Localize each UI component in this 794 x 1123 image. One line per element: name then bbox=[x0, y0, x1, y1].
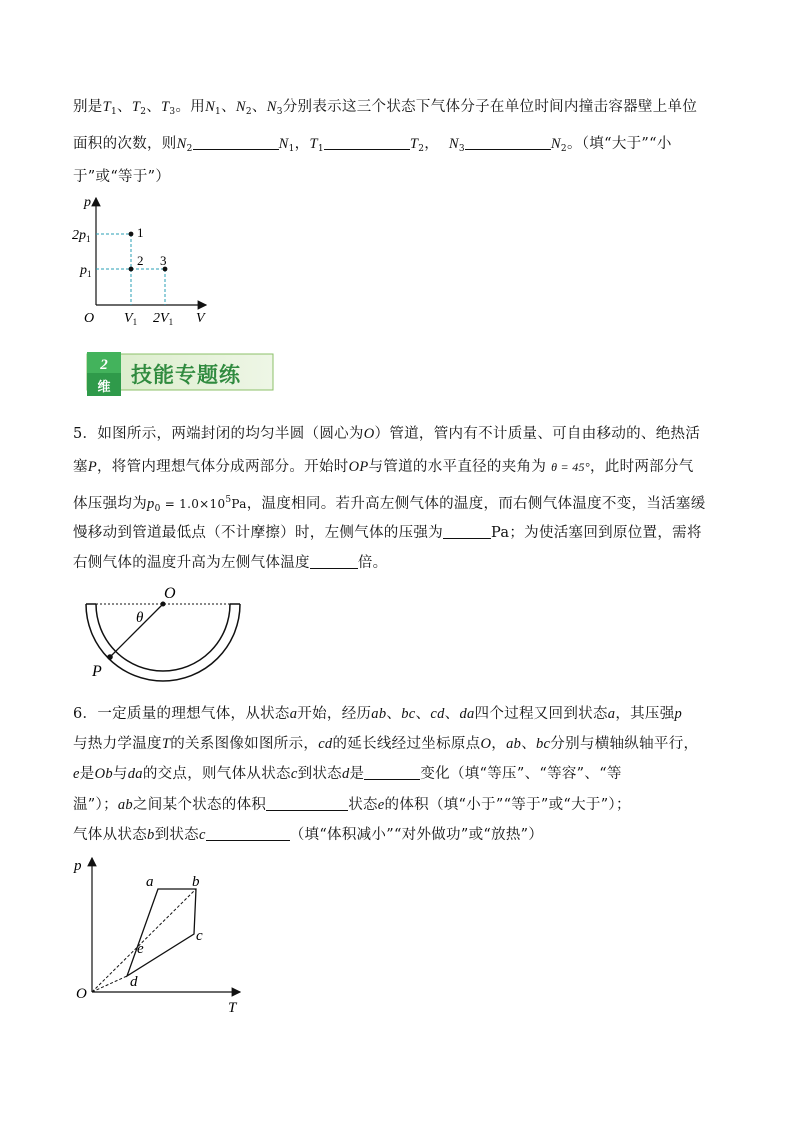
text: 的延长线经过坐标原点 bbox=[332, 736, 481, 752]
q6-line-5 bbox=[73, 824, 733, 846]
symbol: bc bbox=[401, 706, 416, 722]
symbol: p bbox=[147, 495, 155, 512]
theta-equation: θ = 45° bbox=[551, 460, 590, 474]
symbol: T bbox=[131, 99, 141, 115]
answer-blank-2[interactable] bbox=[324, 135, 410, 150]
text: （填“大于”“小 bbox=[581, 136, 672, 152]
symbol: O bbox=[363, 426, 375, 442]
origin-label: O bbox=[84, 311, 95, 326]
symbol: T bbox=[102, 99, 111, 115]
q4-line-3 bbox=[73, 166, 733, 188]
label-c: c bbox=[196, 928, 203, 944]
q6-line-2 bbox=[73, 733, 733, 755]
y-tick-2p1: $2p_1$ bbox=[72, 228, 91, 244]
point-label-2: 2 bbox=[137, 253, 144, 268]
text: 分别与横轴纵轴平行， bbox=[550, 736, 699, 752]
pressure-value: = 1.0×10 bbox=[160, 496, 226, 511]
subscript: 2 bbox=[560, 144, 567, 154]
symbol: p bbox=[674, 706, 683, 722]
label-P: P bbox=[92, 663, 102, 680]
point-label-1: 1 bbox=[137, 225, 144, 240]
text: 面积的次数，则 bbox=[73, 136, 177, 152]
symbol: O bbox=[480, 736, 492, 752]
text: 的体积（填“小于”“等于”或“大于”）； bbox=[384, 797, 631, 813]
q6-pt-graph bbox=[68, 852, 258, 1020]
answer-blank-4[interactable] bbox=[443, 524, 491, 539]
text: 分别表示这三个状态下气体分子在单位时间内撞击容器壁上单位 bbox=[282, 99, 698, 115]
subscript: 0 bbox=[154, 503, 161, 514]
origin-label: O bbox=[76, 986, 87, 1002]
text: ， bbox=[491, 736, 507, 752]
symbol: d bbox=[341, 766, 350, 782]
symbol: T bbox=[161, 736, 171, 752]
subscript: 1 bbox=[288, 144, 295, 154]
symbol: N bbox=[205, 99, 216, 115]
section-banner bbox=[85, 350, 280, 398]
q5-line-2 bbox=[73, 456, 733, 478]
subscript: 3 bbox=[458, 144, 465, 154]
symbol: e bbox=[73, 766, 80, 782]
text: 别是 bbox=[73, 99, 103, 115]
subscript: 2 bbox=[418, 144, 425, 154]
banner-title: 技能专题练 bbox=[131, 363, 241, 387]
subscript: 2 bbox=[245, 107, 252, 117]
label-theta: θ bbox=[136, 610, 144, 626]
text: 、 bbox=[521, 736, 536, 752]
symbol: ab bbox=[117, 797, 133, 813]
text: ， bbox=[424, 136, 440, 152]
center-O bbox=[161, 602, 166, 607]
answer-blank-7[interactable] bbox=[266, 796, 348, 811]
text: 温”）； bbox=[73, 797, 118, 813]
line-Od-extension bbox=[92, 976, 127, 992]
text: 到状态 bbox=[297, 766, 342, 782]
symbol: T bbox=[409, 136, 419, 152]
answer-blank-5[interactable] bbox=[310, 554, 358, 569]
text: 与热力学温度 bbox=[73, 736, 162, 752]
point-label-3: 3 bbox=[160, 253, 167, 268]
text: ，将管内理想气体分成两部分。开始时 bbox=[96, 459, 349, 475]
text: 状态 bbox=[348, 797, 378, 813]
q5-line-3 bbox=[73, 489, 733, 520]
symbol: c bbox=[290, 766, 298, 782]
label-b: b bbox=[192, 874, 200, 890]
symbol: a bbox=[289, 706, 298, 722]
text: 与管道的水平直径的夹角为 bbox=[368, 459, 547, 475]
symbol: bc bbox=[536, 736, 551, 752]
symbol: N bbox=[266, 99, 277, 115]
text: ，其压强 bbox=[615, 706, 675, 722]
pressure-unit: Pa bbox=[231, 496, 247, 511]
pipe-inner-wall bbox=[96, 604, 230, 671]
subscript: 3 bbox=[169, 107, 176, 117]
symbol: b bbox=[147, 827, 155, 843]
text: 体压强均为 bbox=[73, 495, 147, 512]
text: 于”或“等于”） bbox=[73, 169, 171, 185]
text: 、 bbox=[146, 99, 162, 115]
text: ， bbox=[294, 136, 310, 152]
q4-pv-graph bbox=[64, 190, 224, 330]
text: （填“体积减小”“对外做功”或“放热”） bbox=[289, 827, 544, 843]
answer-blank-1[interactable] bbox=[193, 135, 279, 150]
text: 的关系图像如图所示， bbox=[170, 736, 319, 752]
text: 、 bbox=[444, 706, 460, 722]
text: ）管道，管内有不计质量、可自由移动的、绝热活 bbox=[374, 426, 701, 442]
text: 6．一定质量的理想气体，从状态 bbox=[73, 706, 290, 722]
q5-line-5 bbox=[73, 552, 733, 574]
banner-wei: 维 bbox=[97, 379, 111, 394]
symbol: cd bbox=[318, 736, 333, 752]
symbol: da bbox=[459, 706, 475, 722]
symbol: e bbox=[377, 797, 385, 813]
text: 是 bbox=[79, 766, 95, 782]
y-axis-label: p bbox=[84, 195, 91, 210]
text: ，此时两部分气 bbox=[589, 459, 694, 475]
symbol: N bbox=[235, 99, 246, 115]
y-axis-label: p bbox=[74, 858, 82, 874]
q5-line-1 bbox=[73, 423, 733, 445]
state-point-1 bbox=[129, 232, 134, 237]
piston-P bbox=[107, 654, 113, 660]
x-axis-label: T bbox=[228, 1000, 237, 1016]
subscript: 1 bbox=[215, 107, 222, 117]
label-d: d bbox=[130, 974, 138, 990]
text: 与 bbox=[112, 766, 128, 782]
cycle-abcd bbox=[127, 889, 196, 976]
text: 开始，经历 bbox=[297, 706, 372, 722]
symbol: T bbox=[161, 99, 170, 115]
text: 5．如图所示，两端封闭的均匀半圆（圆心为 bbox=[73, 426, 364, 442]
q5-semicircle-figure bbox=[78, 584, 250, 684]
symbol: T bbox=[309, 136, 318, 152]
q4-line-1 bbox=[73, 96, 733, 123]
pipe-outer-wall bbox=[86, 604, 240, 681]
text: 、 bbox=[415, 706, 431, 722]
y-tick-p1: $p_1$ bbox=[80, 263, 92, 279]
symbol: da bbox=[127, 766, 143, 782]
text: 。 bbox=[566, 136, 582, 152]
superscript: 5 bbox=[225, 495, 232, 505]
text: 、 bbox=[386, 706, 402, 722]
text: 、 bbox=[221, 99, 236, 115]
banner-number: 2 bbox=[100, 357, 108, 373]
answer-blank-6[interactable] bbox=[364, 765, 420, 780]
subscript: 1 bbox=[110, 107, 118, 117]
text: ，温度相同。若升高左侧气体的温度，而右侧气体温度不变，当活塞缓 bbox=[246, 495, 706, 512]
subscript: 3 bbox=[276, 107, 283, 117]
text: 慢移动到管道最低点（不计摩擦）时，左侧气体的压强为 bbox=[73, 525, 443, 541]
label-e: e bbox=[137, 941, 144, 957]
text: 、 bbox=[251, 99, 267, 115]
subscript: 2 bbox=[186, 144, 193, 154]
symbol: N bbox=[550, 136, 561, 152]
answer-blank-8[interactable] bbox=[206, 826, 290, 841]
line-Ob bbox=[92, 889, 196, 992]
text: 四个过程又回到状态 bbox=[474, 706, 608, 722]
q4-line-2 bbox=[73, 133, 733, 160]
state-point-2 bbox=[129, 267, 134, 272]
symbol: ab bbox=[371, 706, 387, 722]
answer-blank-3[interactable] bbox=[465, 135, 551, 150]
q6-line-1 bbox=[73, 703, 733, 725]
x-tick-V1: $V_1$ bbox=[124, 311, 138, 327]
subscript: 1 bbox=[317, 144, 324, 154]
symbol: ab bbox=[506, 736, 522, 752]
text: 之间某个状态的体积 bbox=[132, 797, 267, 813]
q5-line-4 bbox=[73, 522, 733, 544]
symbol: c bbox=[198, 827, 206, 843]
label-a: a bbox=[146, 874, 154, 890]
text: 右侧气体的温度升高为左侧气体温度 bbox=[73, 555, 310, 571]
symbol: N bbox=[278, 136, 289, 152]
text: 塞 bbox=[73, 459, 88, 475]
text: 是 bbox=[349, 766, 365, 782]
x-axis-label: V bbox=[196, 311, 205, 326]
text: 倍。 bbox=[357, 555, 388, 571]
label-O: O bbox=[164, 585, 176, 602]
symbol: Ob bbox=[94, 766, 113, 782]
subscript: 2 bbox=[140, 107, 147, 117]
text: 。用 bbox=[175, 99, 206, 115]
symbol: cd bbox=[430, 706, 445, 722]
text: Pa；为使活塞回到原位置，需将 bbox=[491, 525, 702, 541]
text: 到状态 bbox=[154, 827, 199, 843]
q6-line-4 bbox=[73, 794, 733, 816]
text: 气体从状态 bbox=[73, 827, 147, 843]
symbol: N bbox=[448, 136, 459, 152]
x-tick-2V1: $2V_1$ bbox=[153, 311, 174, 327]
q6-line-3 bbox=[73, 763, 733, 785]
symbol: P bbox=[87, 459, 97, 475]
text: 、 bbox=[117, 99, 132, 115]
text: 的交点，则气体从状态 bbox=[142, 766, 291, 782]
text: 变化（填“等压”、“等容”、“等 bbox=[420, 766, 622, 782]
symbol: a bbox=[607, 706, 616, 722]
symbol: N bbox=[176, 136, 187, 152]
symbol: OP bbox=[348, 459, 369, 475]
